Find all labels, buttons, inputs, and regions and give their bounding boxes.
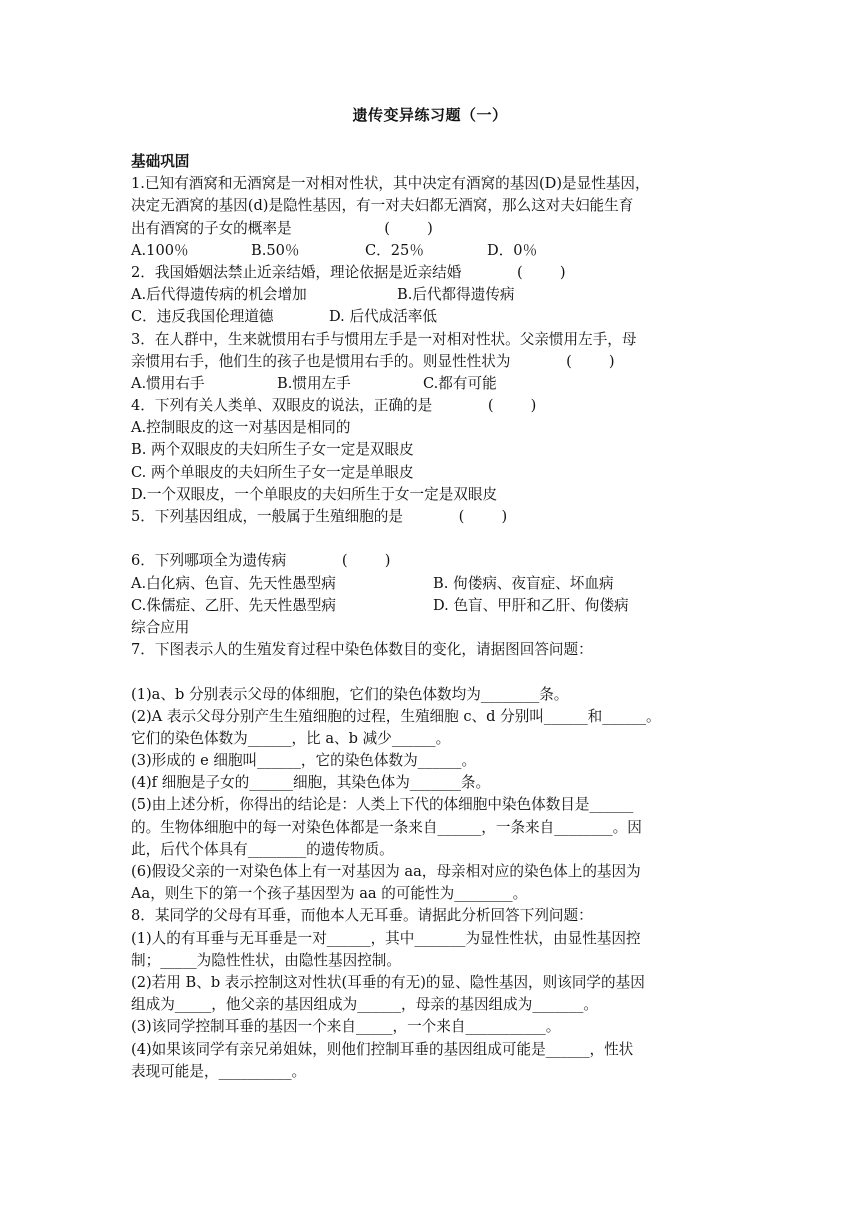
option-text: C．25％ [365, 241, 424, 259]
text-line: (6)假设父亲的一对染色体上有一对基因为 aa，母亲相对应的染色体上的基因为 [131, 863, 641, 880]
option-text: D．0％ [487, 241, 538, 259]
text-line: (2)A 表示父母分别产生生殖细胞的过程，生殖细胞 c、d 分别叫______和______。 [131, 707, 661, 725]
text-line: 表现可能是，__________。 [131, 1062, 307, 1080]
text-line: (1)a、b 分别表示父母的体细胞，它们的染色体数均为________条。 [131, 685, 569, 703]
text-line: 组成为_____，他父亲的基因组成为______，母亲的基因组成为_______。 [131, 996, 599, 1014]
text-line: 2．我国婚姻法禁止近亲结婚，理论依据是近亲结婚 ( ) [131, 263, 566, 281]
option-row [131, 240, 731, 262]
text-line: Aa，则生下的第一个孩子基因型为 aa 的可能性为________。 [131, 885, 528, 903]
section-heading: 基础巩固 [131, 153, 190, 170]
text-line: (5)由上述分析，你得出的结论是：人类上下代的体细胞中染色体数目是______ [131, 796, 634, 814]
text-line: 出有酒窝的子女的概率是 ( ) [131, 219, 433, 237]
page-title: 遗传变异练习题（一） [352, 106, 508, 124]
option-row [131, 573, 731, 595]
text-line: (3)形成的 e 细胞叫______，它的染色体数为______。 [131, 752, 477, 770]
option-row [131, 306, 731, 328]
option-text: C．违反我国伦理道德 [131, 308, 274, 326]
text-line: B. 两个双眼皮的夫妇所生子女一定是双眼皮 [131, 441, 414, 459]
text-line: 5．下列基因组成，一般属于生殖细胞的是 ( ) [131, 508, 508, 525]
text-line: 亲惯用右手，他们生的孩子也是惯用右手的。则显性性状为 ( ) [131, 352, 615, 370]
text-line: 决定无酒窝的基因(d)是隐性基因，有一对夫妇都无酒窝，那么这对夫妇能生育 [131, 197, 634, 215]
blank-line [131, 528, 731, 550]
option-row [131, 595, 731, 617]
blank-line [131, 661, 731, 683]
text-line: D.一个双眼皮，一个单眼皮的夫妇所生于女一定是双眼皮 [131, 485, 498, 503]
option-text: A.白化病、色盲、先天性愚型病 [131, 574, 336, 592]
option-text: C.侏儒症、乙肝、先天性愚型病 [131, 596, 337, 614]
option-text: B.后代都得遗传病 [397, 286, 515, 304]
text-line: (4)如果该同学有亲兄弟姐妹，则他们控制耳垂的基因组成可能是______，性状 [131, 1040, 634, 1058]
option-text: A.后代得遗传病的机会增加 [131, 286, 307, 304]
text-line: 它们的染色体数为______，比 a、b 减少______。 [131, 729, 451, 747]
option-row [131, 373, 731, 395]
option-text: A.100％ [131, 241, 189, 259]
option-text: D. 后代成活率低 [329, 308, 438, 326]
text-line: (1)人的有耳垂与无耳垂是一对______，其中_______为显性性状，由显性基因控 [131, 929, 641, 947]
text-line: 1.已知有酒窝和无酒窝是一对相对性状，其中决定有酒窝的基因(D)是显性基因， [131, 175, 650, 193]
text-line: 此，后代个体具有________的遗传物质。 [131, 840, 394, 858]
text-line: (2)若用 B、b 表示控制这对性状(耳垂的有无)的显、隐性基因，则该同学的基因 [131, 973, 645, 991]
text-line: 7．下图表示人的生殖发育过程中染色体数目的变化，请据图回答问题： [131, 641, 593, 659]
text-line: (4)f 细胞是子女的______细胞，其染色体为_______条。 [131, 774, 491, 792]
option-row [131, 284, 731, 306]
text-line: 6．下列哪项全为遗传病 ( ) [131, 552, 391, 570]
text-line: A.控制眼皮的这一对基因是相同的 [131, 419, 351, 437]
option-text: C.都有可能 [423, 374, 497, 392]
text-line: 的。生物体细胞中的每一对染色体都是一条来自______，一条来自________。因 [131, 818, 642, 836]
text-line: (3)该同学控制耳垂的基因一个来自_____，一个来自___________。 [131, 1018, 561, 1036]
option-text: B.惯用左手 [277, 374, 351, 392]
text-line: 制；_____为隐性性状，由隐性基因控制。 [131, 951, 401, 969]
option-text: B. 佝偻病、夜盲症、坏血病 [433, 574, 614, 592]
text-line: 综合应用 [131, 618, 190, 636]
text-line: 3．在人群中，生来就惯用右手与惯用左手是一对相对性状。父亲惯用左手，母 [131, 330, 637, 348]
option-text: A.惯用右手 [131, 374, 205, 392]
text-line: 8．某同学的父母有耳垂，而他本人无耳垂。请据此分析回答下列问题： [131, 907, 593, 925]
option-text: B.50％ [251, 241, 300, 259]
text-line: C. 两个单眼皮的夫妇所生子女一定是单眼皮 [131, 463, 414, 481]
document-body [131, 151, 731, 1083]
option-text: D. 色盲、甲肝和乙肝、佝偻病 [433, 596, 629, 614]
text-line: 4．下列有关人类单、双眼皮的说法，正确的是 ( ) [131, 397, 537, 415]
